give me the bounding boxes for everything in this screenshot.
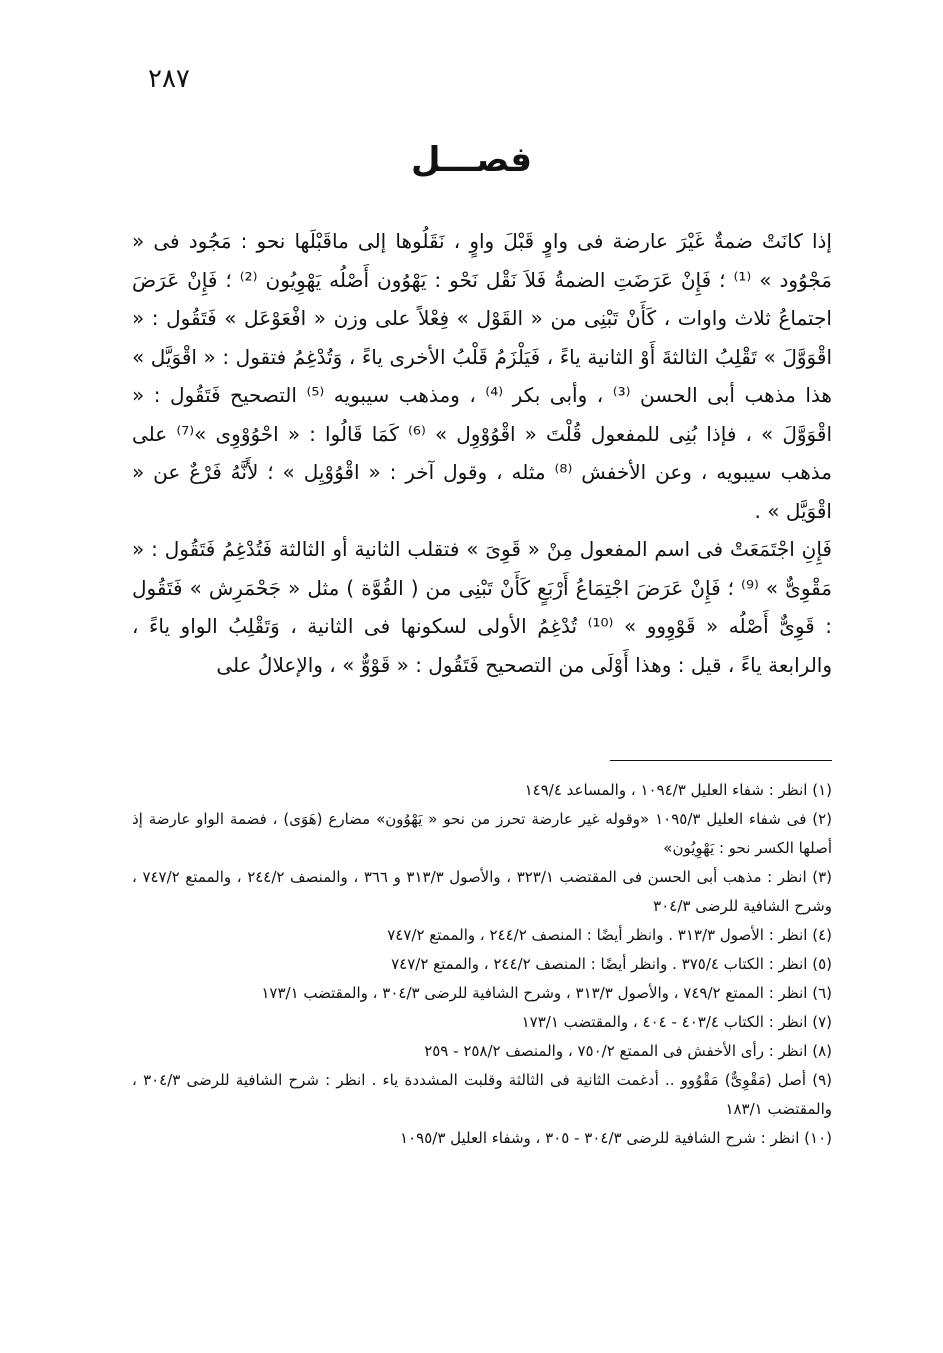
- footnote: (٥) انظر : الكتاب ٣٧٥/٤ . وانظر أيضًا : المنصف ٢٤٤/٢ ، والممتع ٧٤٧/٢: [391, 955, 832, 973]
- section-heading: فصـــل: [411, 140, 532, 180]
- paragraph-1: إذا كانَتْ ضمةٌ غَيْرَ عارضة فى واوٍ قَبْلَ واوٍ ، نَقَلُوها إلى ماقَبْلَها نحو : مَجُود فى « مَجْوُود » ⁽¹⁾ ؛ فَإِنْ عَرَضَتِ الضمةُ فَلاَ نَقْل نَحْو : يَهْوُون أَصْلُه يَهْوِيُون ⁽²⁾ ؛ فَإِنْ عَرَضَ اجتماعُ ثلاث واوات ، كَأَنْ تَبْنِى من « القَوْل » فِعْلاً على وزن « افْعَوْعَل » فَتَقُول : « اقْوَوَّلَ » تَقْلِبُ الثالثةَ أَوْ الثانية ياءً ، فَيَلْزَمُ قَلْبُ الأخرى ياءً ، وَتُدْغِمُ فتقول : « اقْوَيَّل » هذا مذهب أبى الحسن ⁽³⁾ ، وأبى بكر ⁽⁴⁾ ، ومذهب سيبويه ⁽⁵⁾ التصحيح فَتَقُول : « اقْوَوَّلَ » ، فإذا بُنِى للمفعول قُلْتَ « اقْوُوْوِل » ⁽⁶⁾ كَمَا قَالُوا : « احْوُوْوِى »⁽⁷⁾ على مذهب سيبويه ، وعن الأخفش ⁽⁸⁾ مثله ، وقول آخر : « اقْوُوْيِل » ؛ لأَنَّهُ فَرْعٌ عن « اقْوَيَّل » .: [132, 229, 833, 523]
- footnote: (٦) انظر : الممتع ٧٤٩/٢ ، والأصول ٣١٣/٣ ، وشرح الشافية للرضى ٣٠٤/٣ ، والمقتضب ١٧٣/١: [261, 984, 832, 1002]
- footnote: (٩) أصل (مَقْوِىٌّ) مَقْوُوو .. أدغمت الثانية فى الثالثة وقلبت المشددة ياء . انظر : شرح الشافية للرضى ٣٠٤/٣ ، والمقتضب ١٨٣/١: [132, 1071, 833, 1118]
- footnotes: [132, 776, 832, 1153]
- page-number: ٢٨٧: [148, 64, 190, 94]
- footnote: (٢) فى شفاء العليل ١٠٩٥/٣ «وقوله غير عارضة تحرز من نحو « يَهْوُون» مضارع (هَوَى) ، فضمة الواو عارضة إذ أصلها الكسر نحو : يَهْوِيُون»: [132, 810, 833, 857]
- paragraph-2: فَإِنِ اجْتَمَعَتْ فى اسم المفعول مِنْ « قَوِىَ » فتقلب الثانية أو الثالثة فَتُدْغِمُ فَتَقُول : « مَقْوِىٌّ » ⁽⁹⁾ ؛ فَإِنْ عَرَضَ اجْتِمَاعُ أَرْبَعٍ كَأَنْ تَبْنِى من ( القُوَّة ) مثل « جَحْمَرِش » فَتَقُول : قَوِىٌّ أَصْلُه « قَوْوِوو » ⁽¹⁰⁾ تُدْغِمُ الأولى لسكونها فى الثانية ، وَتَقْلِبُ الواو ياءً ، والرابعة ياءً ، قيل : وهذا أَوْلَى من التصحيح فَتَقُول : « قَوْوٌّ » ، والإعلالُ على: [132, 537, 832, 677]
- main-text: [132, 222, 832, 684]
- footnote: (٧) انظر : الكتاب ٤٠٣/٤ - ٤٠٤ ، والمقتضب ١٧٣/١: [521, 1013, 832, 1031]
- footnote: (١٠) انظر : شرح الشافية للرضى ٣٠٤/٣ - ٣٠٥ ، وشفاء العليل ١٠٩٥/٣: [400, 1129, 832, 1147]
- footnote-separator: [610, 760, 832, 761]
- footnote: (٤) انظر : الأصول ٣١٣/٣ . وانظر أيضًا : المنصف ٢٤٤/٢ ، والممتع ٧٤٧/٢: [387, 926, 832, 944]
- footnote: (١) انظر : شفاء العليل ١٠٩٤/٣ ، والمساعد ١٤٩/٤: [524, 781, 832, 799]
- footnote: (٨) انظر : رأى الأخفش فى الممتع ٧٥٠/٢ ، والمنصف ٢٥٨/٢ - ٢٥٩: [424, 1042, 832, 1060]
- footnote: (٣) انظر : مذهب أبى الحسن فى المقتضب ٣٢٣/١ ، والأصول ٣١٣/٣ و ٣٦٦ ، والمنصف ٢٤٤/٢ ، والممتع ٧٤٧/٢ ، وشرح الشافية للرضى ٣٠٤/٣: [132, 868, 833, 915]
